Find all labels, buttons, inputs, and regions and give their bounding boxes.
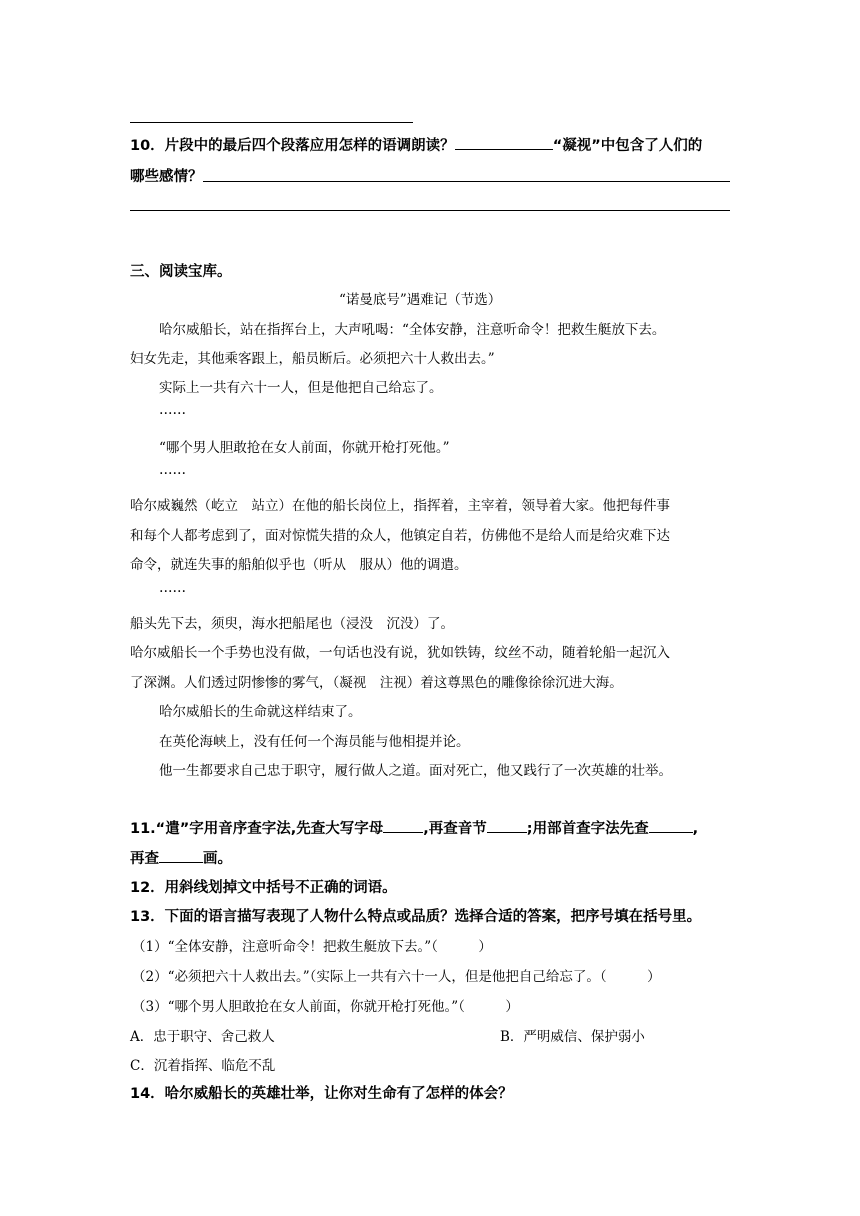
question-10-line1	[130, 134, 702, 155]
answer-blank[interactable]	[487, 818, 527, 833]
question-10-text: 10．片段中的最后四个段落应用怎样的语调朗读？	[130, 138, 455, 154]
answer-blank[interactable]	[159, 848, 203, 863]
passage-line: ……	[159, 580, 186, 596]
question-11-text: ,	[692, 821, 699, 837]
answer-line-carryover	[130, 122, 413, 123]
passage-line: “哪个男人胆敢抢在女人前面，你就开枪打死他。”	[159, 440, 450, 456]
question-10-text-3: 哪些感情？	[130, 169, 203, 185]
passage-line: 他一生都要求自己忠于职守，履行做人之道。面对死亡，他又践行了一次英雄的壮举。	[159, 763, 672, 779]
option-a: A．忠于职守、舍己救人	[130, 1029, 275, 1045]
passage-line: 和每个人都考虑到了，面对惊慌失措的众人，他镇定自若，仿佛他不是给人而是给灾难下达	[130, 528, 670, 544]
answer-blank[interactable]	[455, 135, 553, 150]
question-14: 14．哈尔威船长的英雄壮举，让你对生命有了怎样的体会？	[130, 1086, 513, 1102]
question-11-text: ;用部首查字法先查	[526, 821, 649, 837]
passage-line: 哈尔威船长的生命就这样结束了。	[159, 704, 362, 720]
passage-line: 哈尔威船长，站在指挥台上，大声吼喝：“全体安静，注意听命令！把救生艇放下去。	[159, 322, 666, 338]
passage-title: “诺曼底号”遇难记（节选）	[339, 292, 502, 308]
passage-line: 哈尔威船长一个手势也没有做，一句话也没有说，犹如铁铸，纹丝不动，随着轮船一起沉入	[130, 645, 670, 661]
question-11-line2	[130, 847, 232, 868]
question-11-text: ,再查音节	[423, 821, 487, 837]
question-11-text: 11.“遣”字用音序查字法,先查大写字母	[130, 821, 384, 837]
passage-line: 妇女先走，其他乘客跟上，船员断后。必须把六十人救出去。”	[130, 351, 495, 367]
question-13-item: （2）“必须把六十人救出去。”（实际上一共有六十一人，但是他把自己给忘了。（ ）	[132, 969, 661, 985]
question-12: 12．用斜线划掉文中括号不正确的词语。	[130, 880, 397, 896]
question-10-line2	[130, 165, 203, 186]
question-13: 13．下面的语言描写表现了人物什么特点或品质？选择合适的答案，把序号填在括号里。	[130, 909, 702, 925]
question-11-line1	[130, 817, 698, 838]
question-13-item: （3）“哪个男人胆敢抢在女人前面，你就开枪打死他。”（ ）	[132, 999, 519, 1015]
passage-line: ……	[159, 462, 186, 478]
answer-blank[interactable]	[649, 818, 693, 833]
option-c: C．沉着指挥、临危不乱	[130, 1058, 276, 1074]
passage-line: 在英伦海峡上，没有任何一个海员能与他相提并论。	[159, 734, 470, 750]
option-b: B．严明威信、保护弱小	[500, 1029, 645, 1045]
answer-blank[interactable]	[383, 818, 423, 833]
passage-line: 了深渊。人们透过阴惨惨的雾气，（凝视 注视）着这尊黑色的雕像徐徐沉进大海。	[130, 675, 623, 691]
passage-line: ……	[159, 402, 186, 418]
question-13-item: （1）“全体安静，注意听命令！把救生艇放下去。”（ ）	[132, 939, 492, 955]
question-11-text: 画。	[203, 851, 232, 867]
question-10-text-2: “凝视”中包含了人们的	[552, 138, 703, 154]
answer-line[interactable]	[203, 181, 730, 182]
passage-line: 命令，就连失事的船舶似乎也（听从 服从）他的调遣。	[130, 557, 468, 573]
passage-line: 船头先下去，须臾，海水把船尾也（浸没 沉没）了。	[130, 616, 454, 632]
section-heading: 三、阅读宝库。	[130, 264, 232, 280]
passage-line: 哈尔威巍然（屹立 站立）在他的船长岗位上，指挥着，主宰着，领导着大家。他把每件事	[130, 498, 670, 514]
passage-line: 实际上一共有六十一人，但是他把自己给忘了。	[159, 380, 443, 396]
answer-line[interactable]	[130, 210, 730, 211]
question-11-text: 再查	[130, 851, 159, 867]
